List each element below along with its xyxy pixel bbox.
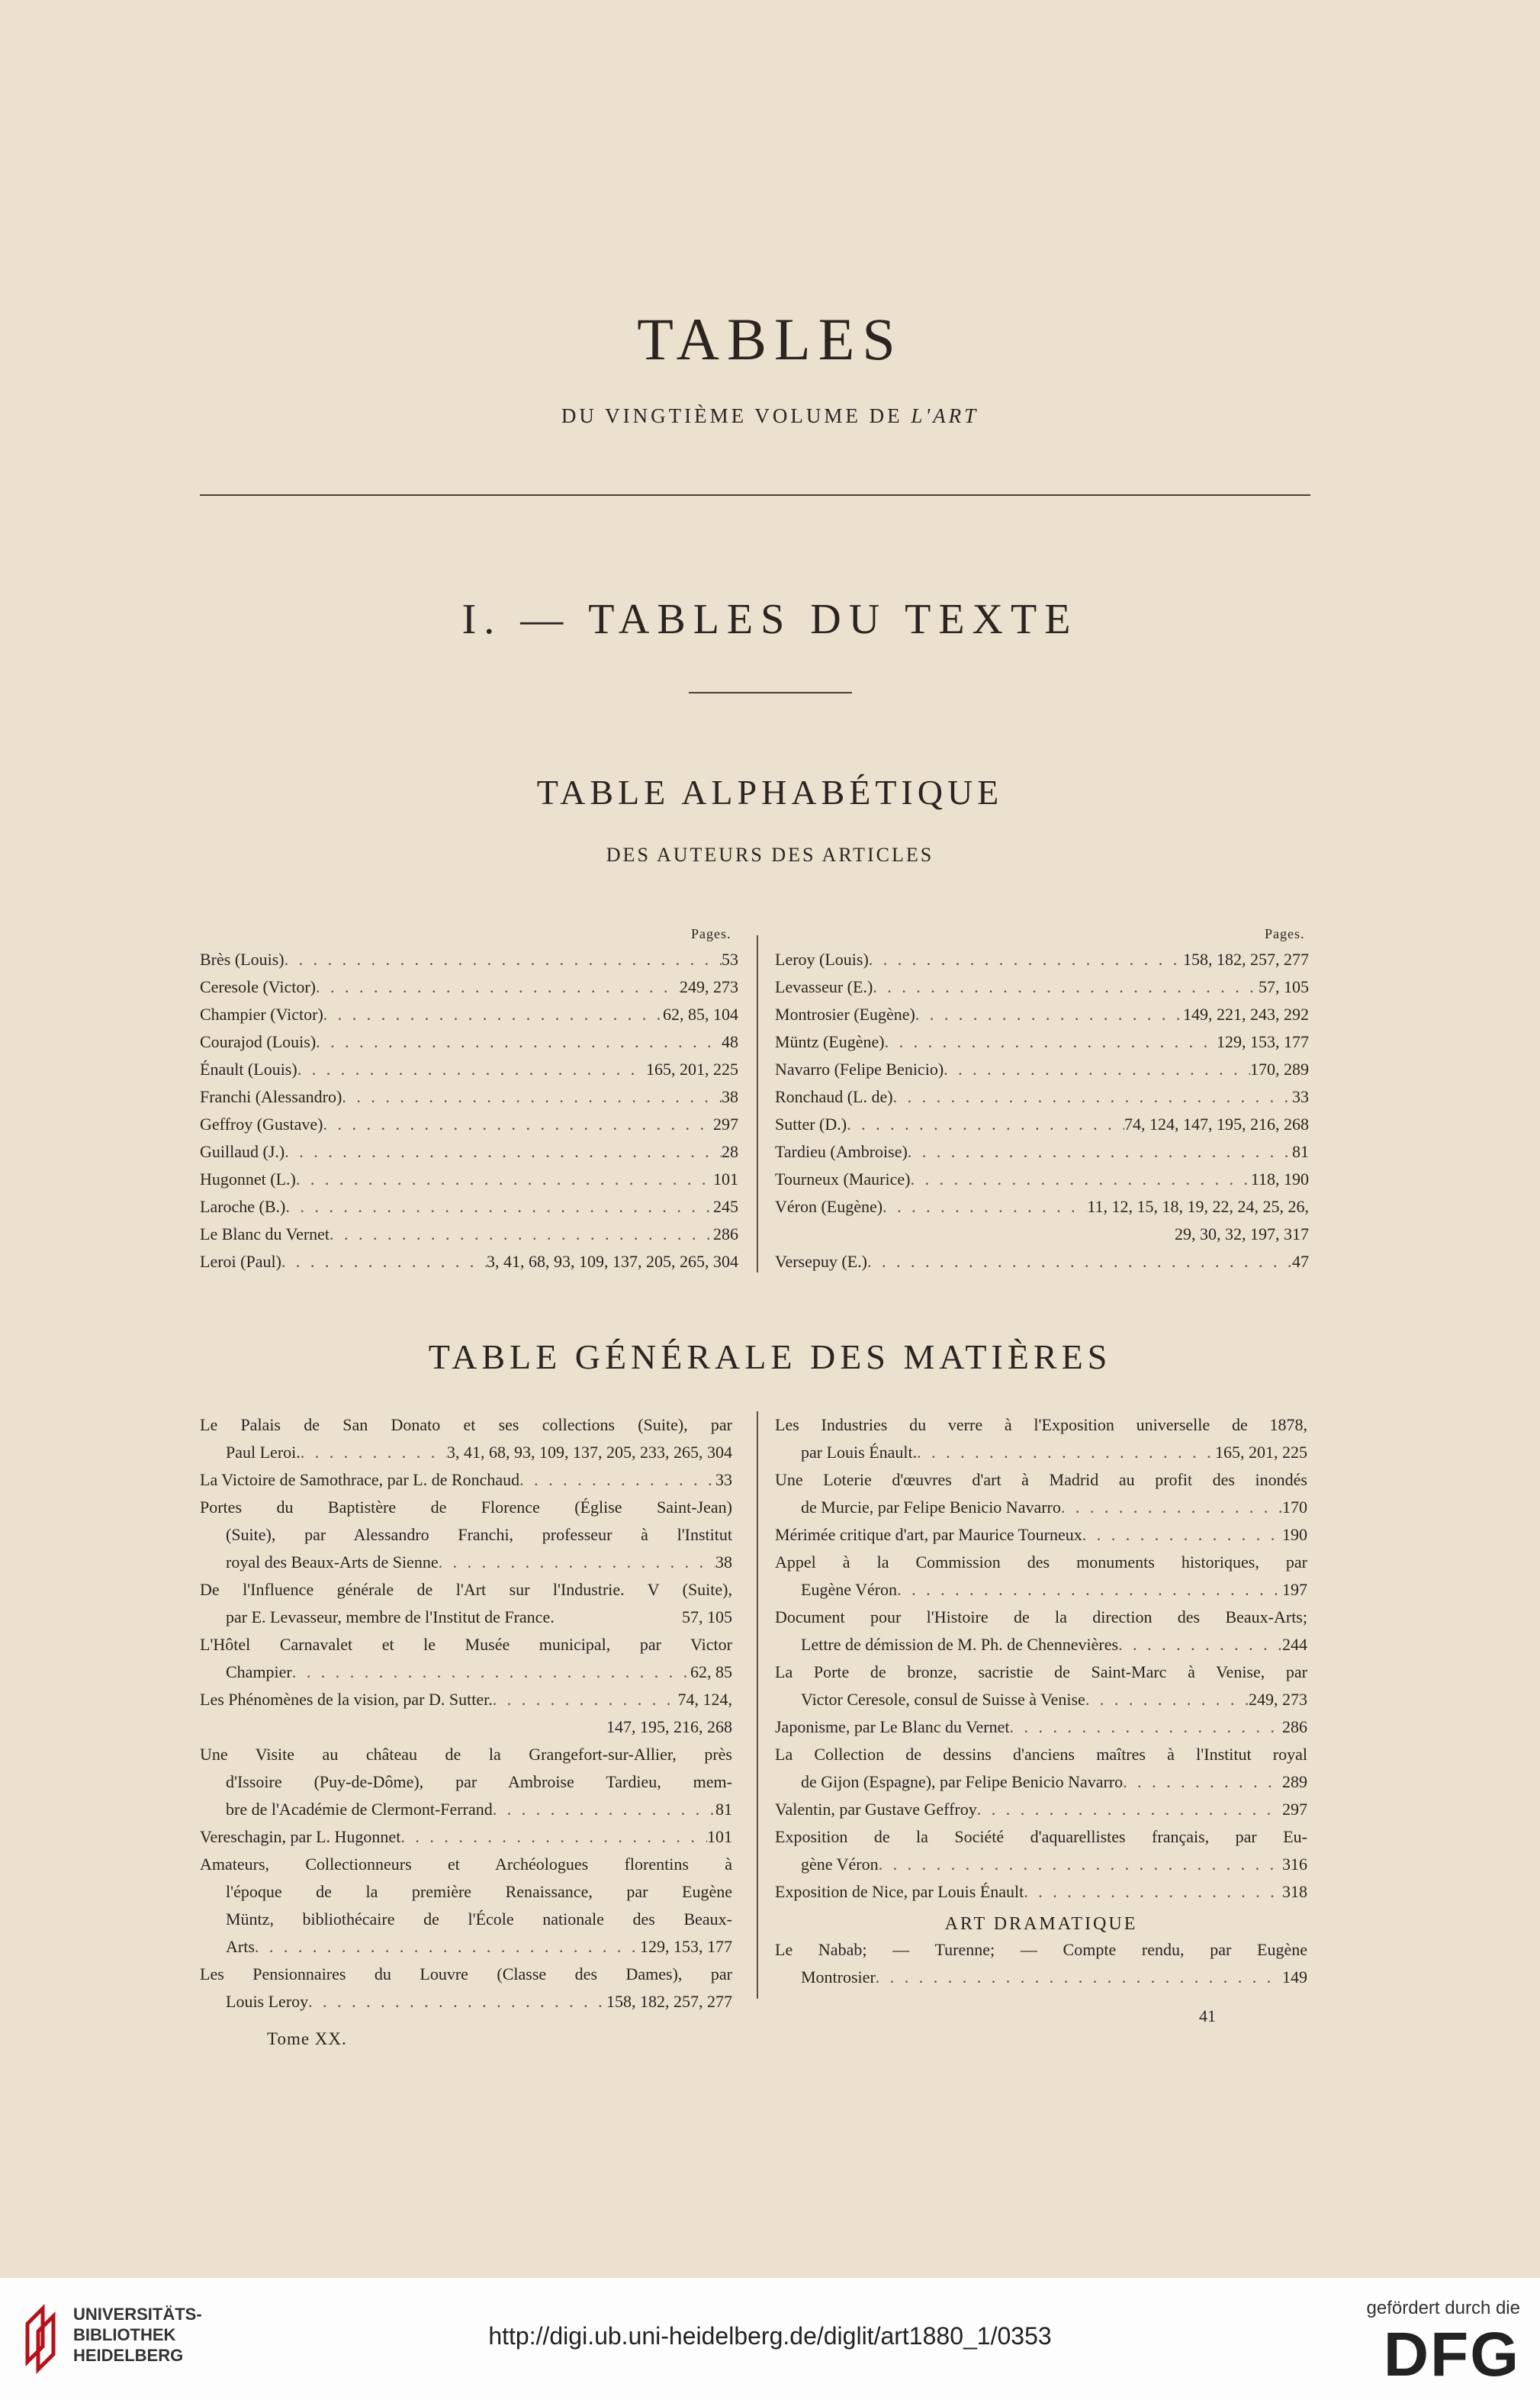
contents-line [200,1439,732,1466]
dot-leader [1085,1686,1249,1713]
dot-leader [255,1933,640,1961]
dot-leader [439,1549,715,1576]
author-entry [775,1056,1309,1083]
contents-line [200,1713,732,1741]
page-numbers: 33 [1292,1087,1309,1106]
author-entry [775,1166,1309,1193]
page-numbers: 318 [1282,1882,1307,1901]
contents-line [775,1576,1307,1604]
page-numbers: 11, 12, 15, 18, 19, 22, 24, 25, 26, [1087,1197,1309,1216]
article-text: Document pour l'Histoire de la direction des Beaux-Arts; [775,1607,1307,1626]
author-name: Brès (Louis) [200,950,285,969]
page-numbers: 74, 124, 147, 195, 216, 268 [1124,1115,1309,1134]
dot-leader [292,1658,690,1686]
author-name: Franchi (Alessandro) [200,1087,342,1106]
spacer [226,1713,606,1741]
author-name: Leroy (Louis) [775,950,869,969]
author-name: Ronchaud (L. de) [775,1087,893,1106]
dot-leader [1024,1878,1282,1906]
author-name: Müntz (Eugène) [775,1032,885,1051]
author-entry [200,946,738,973]
page-numbers: 74, 124, [677,1690,732,1709]
author-entry [775,1028,1309,1056]
page-numbers: 149 [1282,1967,1307,1987]
dot-leader [342,1083,722,1111]
article-text: Eugène Véron [801,1580,898,1599]
author-entry [200,1083,738,1111]
dot-leader [316,973,680,1001]
article-text: par Louis Énault. [801,1443,918,1462]
author-entry [775,1193,1309,1221]
contents-line [200,1906,732,1933]
article-text: La Porte de bronze, sacristie de Saint-Marc à Venise, par [775,1662,1307,1681]
dot-leader [323,1111,713,1138]
dot-leader [308,1988,606,2016]
article-text: Portes du Baptistère de Florence (Église Saint-Jean) [200,1498,732,1517]
dot-leader [977,1796,1282,1823]
page-numbers: 244 [1282,1635,1307,1654]
dot-leader [873,973,1259,1001]
contents-line [775,1823,1307,1851]
author-name: Véron (Eugène) [775,1197,883,1216]
page-numbers: 3, 41, 68, 93, 109, 137, 205, 233, 265, 304 [447,1443,732,1462]
author-entry [775,1083,1309,1111]
page-numbers: 149, 221, 243, 292 [1183,1005,1309,1024]
page-numbers: 129, 153, 177 [1217,1032,1309,1051]
author-name: Champier (Victor) [200,1005,323,1024]
article-text: Une Visite au château de la Grangefort-sur-Allier, près [200,1745,732,1764]
author-entry [200,1138,738,1166]
article-text: Le Palais de San Donato et ses collections (Suite), par [200,1415,732,1434]
library-line: UNIVERSITÄTS- [73,2305,202,2324]
dot-leader [883,1193,1087,1221]
author-name: Montrosier (Eugène) [775,1005,915,1024]
author-name: Leroi (Paul) [200,1252,281,1271]
article-text: Appel à la Commission des monuments historiques, par [775,1552,1307,1572]
dot-leader [285,1193,713,1221]
contents-left-column [200,1411,732,2016]
contents-line [200,1549,732,1576]
signature-mark: 41 [1199,2006,1216,2025]
contents-line [200,1851,732,1878]
dot-leader [910,1166,1250,1193]
author-entry [775,973,1309,1001]
page-numbers: 47 [1292,1252,1309,1271]
article-text: Le Nabab; — Turenne; — Compte rendu, par Eugène [775,1940,1307,1959]
author-entry [200,1111,738,1138]
page-numbers: 170 [1282,1498,1307,1517]
page-numbers: 129, 153, 177 [640,1937,732,1956]
page-numbers: 245 [713,1197,738,1216]
author-name: Ceresole (Victor) [200,977,317,996]
author-name: Tardieu (Ambroise) [775,1142,908,1161]
article-text: royal des Beaux-Arts de Sienne [226,1552,439,1572]
contents-line [200,1741,732,1768]
contents-line [775,1658,1307,1686]
contents-line [200,1466,732,1494]
article-text: Arts [226,1937,255,1956]
page-numbers: 316 [1282,1855,1307,1874]
author-entry [200,1248,738,1276]
dot-leader [885,1028,1217,1056]
contents-line [775,1936,1307,1964]
dot-leader [1061,1494,1282,1521]
article-text: Mérimée critique d'art, par Maurice Tourneux [775,1525,1082,1544]
contents-line [775,1686,1307,1713]
contents-line [200,1768,732,1796]
author-name: Énault (Louis) [200,1060,297,1079]
page-numbers: 158, 182, 257, 277 [1183,950,1309,969]
author-name: Guillaud (J.) [200,1142,285,1161]
contents-line [775,1713,1307,1741]
page-numbers: 62, 85 [690,1662,732,1681]
article-text: de Gijon (Espagne), par Felipe Benicio Navarro [801,1772,1124,1791]
article-text: Une Loterie d'œuvres d'art à Madrid au profit des inondés [775,1470,1307,1489]
contents-line [200,1933,732,1961]
author-entry [775,1248,1309,1276]
dot-leader [323,1001,663,1028]
contents-line [200,1658,732,1686]
volume-number: Tome XX. [267,2029,347,2048]
page-numbers: 289 [1282,1772,1307,1791]
article-text: Lettre de démission de M. Ph. de Chennevières [801,1635,1119,1654]
author-name: Geffroy (Gustave) [200,1115,323,1134]
contents-line [200,1686,732,1713]
divider-rule [200,494,1310,496]
page-title: TABLES [637,306,903,372]
alpha-table-subtitle: DES AUTEURS DES ARTICLES [606,844,934,866]
page-numbers: 81 [1292,1142,1309,1161]
contents-line [200,1988,732,2016]
dot-leader [893,1083,1292,1111]
dot-leader [1010,1713,1282,1741]
page-numbers: 81 [715,1800,732,1819]
article-text: Vereschagin, par L. Hugonnet [200,1827,401,1846]
dot-leader [296,1166,713,1193]
page-numbers: 249, 273 [680,977,738,996]
article-text: La Collection de dessins d'anciens maîtres à l'Institut royal [775,1745,1307,1764]
page-numbers: 190 [1282,1525,1307,1544]
contents-column-divider [757,1411,758,1999]
author-entry [775,1138,1309,1166]
page-numbers: 57, 105 [1259,977,1309,996]
author-name: Navarro (Felipe Benicio) [775,1060,944,1079]
page-numbers: 101 [707,1827,732,1846]
page-numbers: 297 [1282,1800,1307,1819]
dot-leader [519,1466,715,1494]
short-rule [689,692,852,693]
contents-line [200,1494,732,1521]
author-name: Tourneux (Maurice) [775,1169,911,1189]
article-text: Louis Leroy [226,1992,309,2011]
author-name: Versepuy (E.) [775,1252,867,1271]
contents-line [775,1411,1307,1439]
article-text: Champier [226,1662,292,1681]
contents-line [775,1494,1307,1521]
page-numbers: 101 [713,1169,738,1189]
dot-leader [493,1796,715,1823]
article-text: d'Issoire (Puy-de-Dôme), par Ambroise Tardieu, mem- [226,1772,732,1791]
author-name: Courajod (Louis) [200,1032,317,1051]
dot-leader [915,1001,1183,1028]
page-numbers: 28 [722,1142,738,1161]
contents-line [775,1796,1307,1823]
contents-line [775,1851,1307,1878]
funding-note: gefördert durch die [1366,2298,1520,2318]
page-numbers: 165, 201, 225 [1215,1443,1307,1462]
dot-leader [944,1056,1250,1083]
article-text: L'Hôtel Carnavalet et le Musée municipal, par Victor [200,1635,732,1654]
page-subtitle [0,404,1540,428]
page-numbers: 62, 85, 104 [663,1005,738,1024]
contents-line [200,1823,732,1851]
dot-leader [869,946,1183,973]
dot-leader [876,1964,1282,1991]
author-entry [200,1056,738,1083]
spacer [555,1604,682,1631]
dot-leader [285,1138,722,1166]
page-numbers: 48 [722,1032,738,1051]
page-numbers: 38 [722,1087,738,1106]
author-name: Hugonnet (L.) [200,1169,296,1189]
contents-line [775,1768,1307,1796]
author-entry [200,1221,738,1248]
page-numbers: 33 [715,1470,732,1489]
article-text: Montrosier [801,1967,876,1987]
page-numbers: 165, 201, 225 [646,1060,738,1079]
article-text: Victor Ceresole, consul de Suisse à Venise [801,1690,1085,1709]
contents-line [200,1521,732,1549]
section-heading: I. — TABLES DU TEXTE [461,596,1079,643]
page-numbers: 147, 195, 216, 268 [606,1717,732,1736]
dot-leader [301,1439,447,1466]
digitization-footer-bar [0,2278,1540,2400]
author-entry [200,1001,738,1028]
page-numbers: 3, 41, 68, 93, 109, 137, 205, 265, 304 [487,1252,738,1271]
article-text: Les Phénomènes de la vision, par D. Sutter. [200,1690,493,1709]
dot-leader [285,946,722,973]
dot-leader [897,1576,1282,1604]
page-numbers: 29, 30, 32, 197, 317 [1175,1224,1309,1243]
dot-leader [867,1248,1292,1276]
page-numbers: 249, 273 [1249,1690,1307,1709]
dot-leader [493,1686,678,1713]
contents-line [200,1878,732,1906]
author-entry [200,1166,738,1193]
dot-leader [281,1248,487,1276]
article-text: Valentin, par Gustave Geffroy [775,1800,977,1819]
dot-leader [400,1823,707,1851]
page-numbers: 286 [713,1224,738,1243]
article-text: Les Industries du verre à l'Exposition universelle de 1878, [775,1415,1307,1434]
page-numbers: 197 [1282,1580,1307,1599]
article-text: Exposition de la Société d'aquarellistes français, par Eu- [775,1827,1307,1846]
author-name: Laroche (B.) [200,1197,286,1216]
contents-line [775,1439,1307,1466]
dot-leader [908,1138,1292,1166]
contents-line [775,1604,1307,1631]
article-text: Müntz, bibliothécaire de l'École nationale des Beaux- [226,1909,732,1929]
contents-right-column [775,1411,1307,1991]
dot-leader [1123,1768,1282,1796]
page-numbers: 297 [713,1115,738,1134]
contents-line [775,1964,1307,1991]
page-numbers: 53 [722,950,738,969]
article-text: Amateurs, Collectionneurs et Archéologues florentins à [200,1855,732,1874]
article-text: Les Pensionnaires du Louvre (Classe des Dames), par [200,1964,732,1983]
dot-leader [917,1439,1215,1466]
dot-leader [316,1028,722,1056]
page-numbers: 118, 190 [1250,1169,1309,1189]
contents-line [775,1631,1307,1658]
dfg-logo: DFG [1383,2320,1520,2389]
author-name: Levasseur (E.) [775,977,873,996]
contents-line [200,1411,732,1439]
contents-line [200,1604,732,1631]
contents-line [775,1549,1307,1576]
author-entry [200,973,738,1001]
article-text: De l'Influence générale de l'Art sur l'Industrie. V (Suite), [200,1580,732,1599]
contents-line [775,1521,1307,1549]
page-numbers: 57, 105 [682,1607,732,1626]
subtitle-journal: L'ART [911,404,979,427]
article-text: Exposition de Nice, par Louis Énault [775,1882,1024,1901]
subsection-heading: ART DRAMATIQUE [944,1914,1138,1934]
article-text: par E. Levasseur, membre de l'Institut de France. [226,1607,555,1626]
contents-line [775,1741,1307,1768]
page-numbers: 170, 289 [1250,1060,1309,1079]
dot-leader [1118,1631,1282,1658]
library-line: BIBLIOTHEK [73,2325,176,2344]
page-numbers: 38 [715,1552,732,1572]
contents-line [775,1878,1307,1906]
contents-line [200,1796,732,1823]
pages-label-left: Pages. [691,926,731,941]
author-name: Sutter (D.) [775,1115,847,1134]
pages-label-right: Pages. [1265,926,1305,941]
dot-leader [1082,1521,1282,1549]
article-text: de Murcie, par Felipe Benicio Navarro [801,1498,1061,1517]
article-text: La Victoire de Samothrace, par L. de Ronchaud [200,1470,520,1489]
dot-leader [330,1221,713,1248]
author-index-left [200,946,738,1276]
library-line: HEIDELBERG [73,2346,184,2365]
subtitle-text: DU VINGTIÈME VOLUME DE [561,404,911,427]
general-table-title: TABLE GÉNÉRALE DES MATIÈRES [428,1337,1112,1376]
article-text: (Suite), par Alessandro Franchi, professeur à l'Institut [226,1525,732,1544]
author-entry [775,1221,1309,1248]
page-numbers: 158, 182, 257, 277 [606,1992,732,2011]
dot-leader [847,1111,1124,1138]
article-text: Japonisme, par Le Blanc du Vernet [775,1717,1010,1736]
contents-line [775,1466,1307,1494]
permalink-url[interactable]: http://digi.ub.uni-heidelberg.de/diglit/art1880_1/0353 [488,2322,1052,2350]
author-entry [775,1001,1309,1028]
author-entry [775,946,1309,973]
page-numbers: 286 [1282,1717,1307,1736]
author-entry [775,1111,1309,1138]
dot-leader [879,1851,1282,1878]
article-text: l'époque de la première Renaissance, par Eugène [226,1882,732,1901]
contents-line [200,1961,732,1988]
author-index-right [775,946,1309,1276]
article-text: Paul Leroi. [226,1443,301,1462]
alpha-table-title: TABLE ALPHABÉTIQUE [536,773,1004,812]
column-divider [757,935,758,1272]
article-text: bre de l'Académie de Clermont-Ferrand [226,1800,493,1819]
author-name: Le Blanc du Vernet [200,1224,330,1243]
dot-leader [297,1056,646,1083]
author-entry [200,1193,738,1221]
author-entry [200,1028,738,1056]
contents-line [200,1576,732,1604]
article-text: gène Véron [801,1855,879,1874]
contents-line [200,1631,732,1658]
